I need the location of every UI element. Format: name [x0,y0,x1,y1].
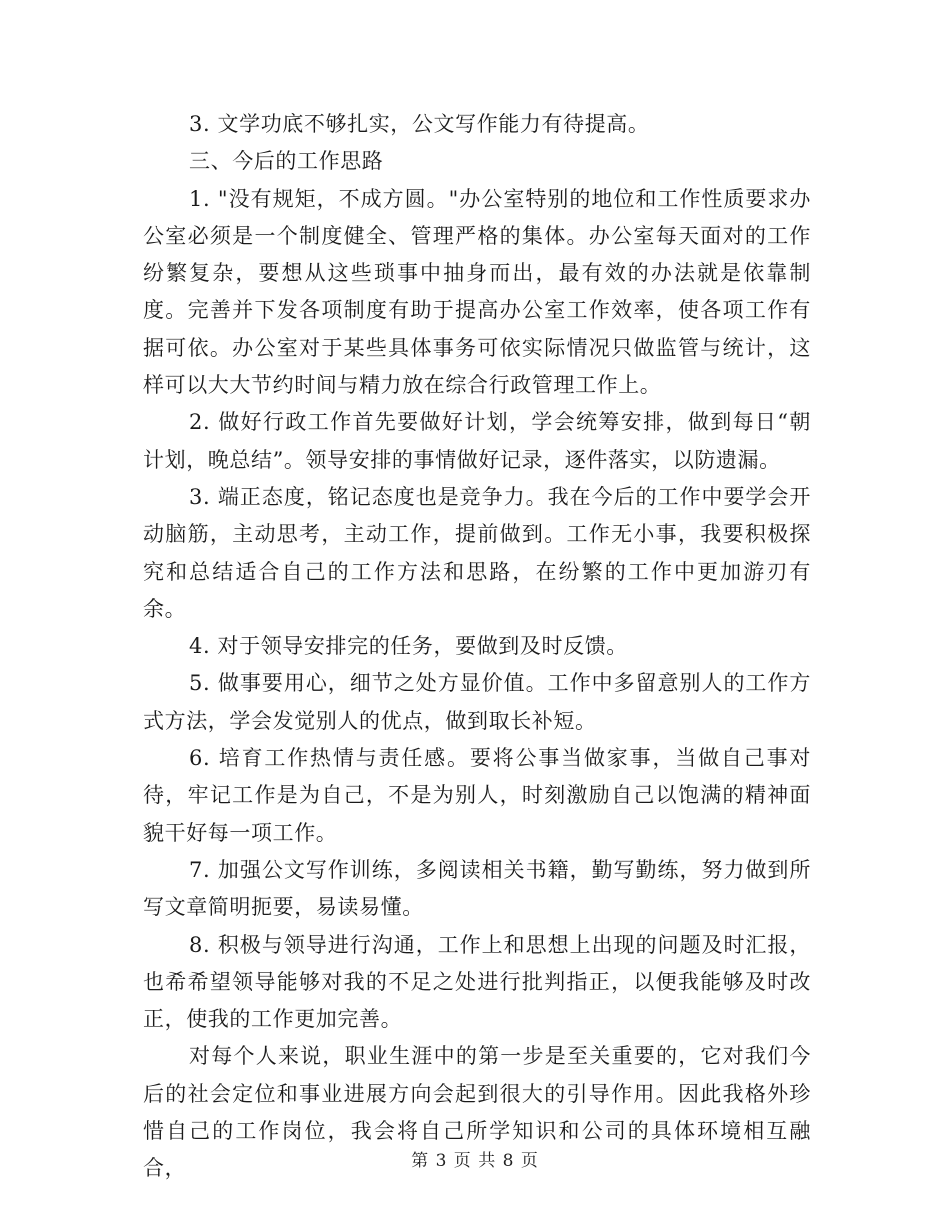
closing-paragraph: 对每个人来说，职业生涯中的第一步是至关重要的，它对我们今后的社会定位和事业进展方向会起到很大的引导作用。因此我格外珍惜自己的工作岗位，我会将自己所学知识和公司的具体环境相互融合， [143,1044,811,1181]
section-heading: 三、今后的工作思路 [189,149,384,174]
document-body [143,106,811,1188]
paragraph-item-2: 2. 做好行政工作首先要做好计划，学会统筹安排，做到每日“朝计划，晚总结”。领导安排的事情做好记录，逐件落实，以防遗漏。 [143,410,811,472]
paragraph-item-7: 7. 加强公文写作训练，多阅读相关书籍，勤写勤练，努力做到所写文章简明扼要，易读易懂。 [143,857,811,920]
paragraph-item-4: 4. 对于领导安排完的任务，要做到及时反馈。 [189,634,628,659]
paragraph-item-3: 3. 端正态度，铭记态度也是竞争力。我在今后的工作中要学会开动脑筋，主动思考，主动工作，提前做到。工作无小事，我要积极探究和总结适合自己的工作方法和思路，在纷繁的工作中更加游刃有余。 [143,484,811,621]
paragraph-item-8: 8. 积极与领导进行沟通，工作上和思想上出现的问题及时汇报，也希希望领导能够对我的不足之处进行批判指正，以便我能够及时改正，使我的工作更加完善。 [143,932,811,1032]
paragraph-item-6: 6. 培育工作热情与责任感。要将公事当做家事，当做自己事对待，牢记工作是为自己，不是为别人，时刻激励自己以饱满的精神面貌干好每一项工作。 [143,746,811,845]
paragraph-item-5: 5. 做事要用心，细节之处方显价值。工作中多留意别人的工作方式方法，学会发觉别人的优点，做到取长补短。 [143,671,811,733]
paragraph-item-1: 1. "没有规矩，不成方圆。"办公室特别的地位和工作性质要求办公室必须是一个制度健全、管理严格的集体。办公室每天面对的工作纷繁复杂，要想从这些琐事中抽身而出，最有效的办法就是依靠制度。完善并下发各项制度有助于提高办公室工作效率，使各项工作有据可依。办公室对于某些具体事务可依实际情况只做监管与统计，这样可以大大节约时间与精力放在综合行政管理工作上。 [143,186,811,398]
page-number-footer: 第 3 页 共 8 页 [411,1151,539,1171]
paragraph-1: 3. 文学功底不够扎实，公文写作能力有待提高。 [189,112,650,136]
